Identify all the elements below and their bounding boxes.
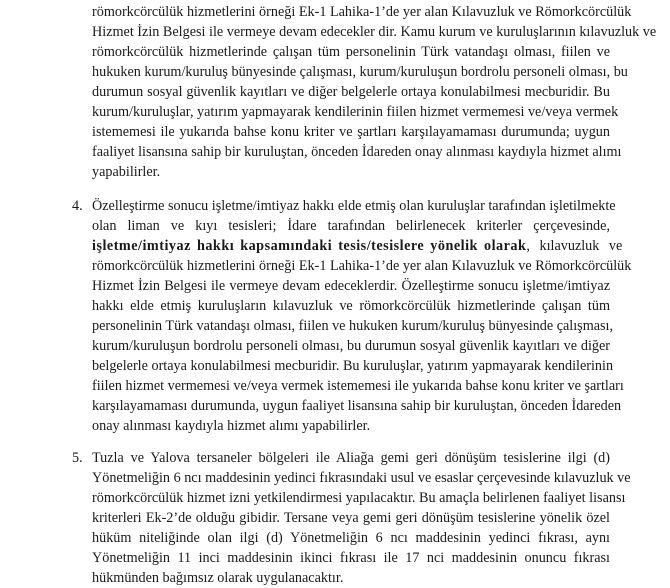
text-line: römorkcörcülük hizmetlerinde çalışan tüm personelinin Türk vatandaşı olması, fiilen ve — [92, 44, 610, 60]
text-line: kurum/kuruluşlar, yatırım yapmayarak kendilerinin fiilen hizmet vermemesi ve/veya vermek — [92, 104, 619, 120]
text-line: römorkcörcülük hizmet izni yetkilendirmesi yapılacaktır. Bu amaçla belirlenen faaliyet lisansı — [92, 490, 626, 506]
text-line: durumun sosyal güvenlik kayıtları ve diğer belgelerle ortaya konulabilmesi mecburidir. Bu — [92, 84, 610, 100]
text-line: yapabilirler. — [92, 164, 161, 180]
text-line: kriterleri Ek-2’de olduğu gibidir. Tersane veya gemi geri dönüşüm tesislerine yönelik özel — [92, 510, 610, 526]
text-line: personelinin Türk vatandaşı olması, fiilen ve hukuken kurum/kuruluş bünyesinde çalışması, — [92, 318, 614, 334]
text-line: hükmünden bağımsız olarak uygulanacaktır. — [92, 570, 344, 586]
paragraph-number: 4. — [72, 198, 83, 214]
text-line: römorkcörcülük hizmetlerini örneği Ek-1 Lahika-1’de yer alan Kılavuzluk ve Römorkcörcülük — [92, 4, 632, 20]
text-line: karşılayamaması durumunda, uygun faaliyet lisansına sahip bir kuruluştan, önceden İdareden — [92, 398, 622, 414]
text-line: faaliyet lisansına sahip bir kuruluştan, önceden İdareden onay alınması kaydıyla hizmet alımı — [92, 144, 622, 160]
text-line: onay alınması kaydıyla hizmet alımı yapabilirler. — [92, 418, 371, 434]
text-line: Yönetmeliğin 6 ncı maddesinin yedinci fıkrasındaki usul ve esaslar çerçevesinde kılavuzluk ve — [92, 470, 631, 486]
text-line: römorkcörcülük hizmetlerini örneği Ek-1 Lahika-1’de yer alan Kılavuzluk ve Römorkcörcülük — [92, 258, 632, 274]
text-line: Tuzla ve Yalova tersaneler bölgeleri ile Aliağa gemi geri dönüşüm tesislerine ilgi (d) — [92, 450, 610, 466]
text-line: fiilen hizmet vermemesi ve/veya vermek istememesi ile yukarıda bahse konu kriter ve şartları — [92, 378, 624, 394]
paragraph-number: 5. — [72, 450, 83, 466]
text-line: olan liman ve kıyı tesisleri; İdare tarafından belirlenecek kriterler çerçevesinde, — [92, 218, 610, 234]
text-segment: , kılavuzluk ve — [526, 238, 623, 254]
text-line: hüküm niteliğinde olan ilgi (d) Yönetmeliğin 6 ncı maddesinin yedinci fıkrası, aynı — [92, 530, 610, 546]
text-line: Hizmet İzin Belgesi ile vermeye devam edecekler dir. Kamu kurum ve kuruluşlarının kılavuzluk ve — [92, 24, 657, 40]
text-line-bold — [92, 236, 623, 256]
bold-phrase: işletme/imtiyaz hakkı kapsamındaki tesis/tesislere yönelik olarak — [92, 238, 527, 254]
text-line: belgelerle ortaya konulabilmesi mecburidir. Bu kuruluşlar, yatırım yapmayarak kendilerinin — [92, 358, 614, 374]
text-line: hukuken kurum/kuruluş bünyesinde çalışması, kurum/kuruluşun bordrolu personeli olması, bu — [92, 64, 628, 80]
text-line: Hizmet İzin Belgesi ile vermeye devam edeceklerdir. Özelleştirme sonucu işletme/imtiyaz — [92, 278, 610, 294]
text-line: hakkı elde etmiş kuruluşların kılavuzluk ve römorkcörcülük hizmetlerinde çalışan tüm — [92, 298, 610, 314]
text-line: istememesi ile yukarıda bahse konu kriter ve şartları karşılayamaması durumunda; uygun — [92, 124, 610, 140]
text-line: kurum/kuruluşun bordrolu personeli olması, bu durumun sosyal güvenlik kayıtları ve diğer — [92, 338, 610, 354]
text-line: Yönetmeliğin 11 inci maddesinin ikinci fıkrası ile 17 nci maddesinin onuncu fıkrası — [92, 550, 610, 566]
text-line: Özelleştirme sonucu işletme/imtiyaz hakkı elde etmiş olan kuruluşlar tarafından işletilmekte — [92, 198, 616, 214]
